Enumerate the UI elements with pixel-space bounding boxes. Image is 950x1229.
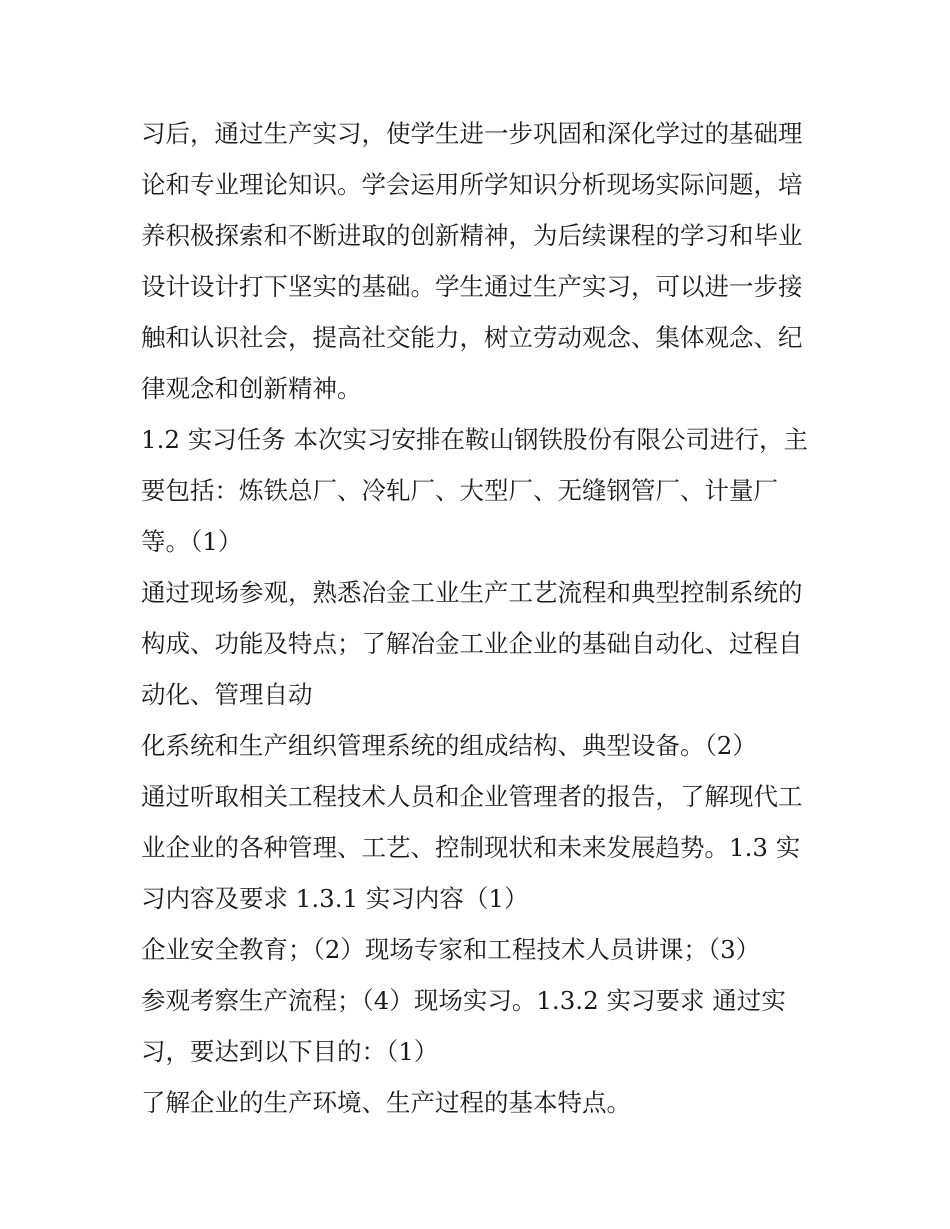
text-line: 设计设计打下坚实的基础。学生通过生产实习，可以进一步接 xyxy=(141,272,803,301)
text-line: 1.2 实习任务 本次实习安排在鞍山钢铁股份有限公司进行，主 xyxy=(141,425,809,454)
text-line: 习后，通过生产实习，使学生进一步巩固和深化学过的基础理 xyxy=(141,119,803,148)
text-line: 养积极探索和不断进取的创新精神，为后续课程的学习和毕业 xyxy=(141,221,803,250)
text-line: 通过听取相关工程技术人员和企业管理者的报告，了解现代工 xyxy=(141,782,803,811)
text-line: 企业安全教育；（2）现场专家和工程技术人员讲课；（3） xyxy=(141,935,761,964)
text-line: 构成、功能及特点；了解冶金工业企业的基础自动化、过程自 xyxy=(141,629,803,658)
text-line: 参观考察生产流程；（4）现场实习。1.3.2 实习要求 通过实 xyxy=(141,986,786,1015)
text-line: 触和认识社会，提高社交能力，树立劳动观念、集体观念、纪 xyxy=(141,323,803,352)
text-line: 动化、管理自动 xyxy=(141,680,313,709)
text-line: 了解企业的生产环境、生产过程的基本特点。 xyxy=(141,1088,631,1117)
text-line: 律观念和创新精神。 xyxy=(141,374,362,403)
text-line: 化系统和生产组织管理系统的组成结构、典型设备。（2） xyxy=(141,731,757,760)
text-line: 通过现场参观，熟悉冶金工业生产工艺流程和典型控制系统的 xyxy=(141,578,803,607)
body-text xyxy=(141,108,821,1128)
text-line: 习，要达到以下目的：（1） xyxy=(141,1037,439,1066)
text-line: 习内容及要求 1.3.1 实习内容（1） xyxy=(141,884,529,913)
text-line: 等。（1） xyxy=(141,527,243,556)
text-line: 业企业的各种管理、工艺、控制现状和未来发展趋势。1.3 实 xyxy=(141,833,801,862)
text-line: 要包括：炼铁总厂、冷轧厂、大型厂、无缝钢管厂、计量厂 xyxy=(141,476,778,505)
text-line: 论和专业理论知识。学会运用所学知识分析现场实际问题，培 xyxy=(141,170,803,199)
